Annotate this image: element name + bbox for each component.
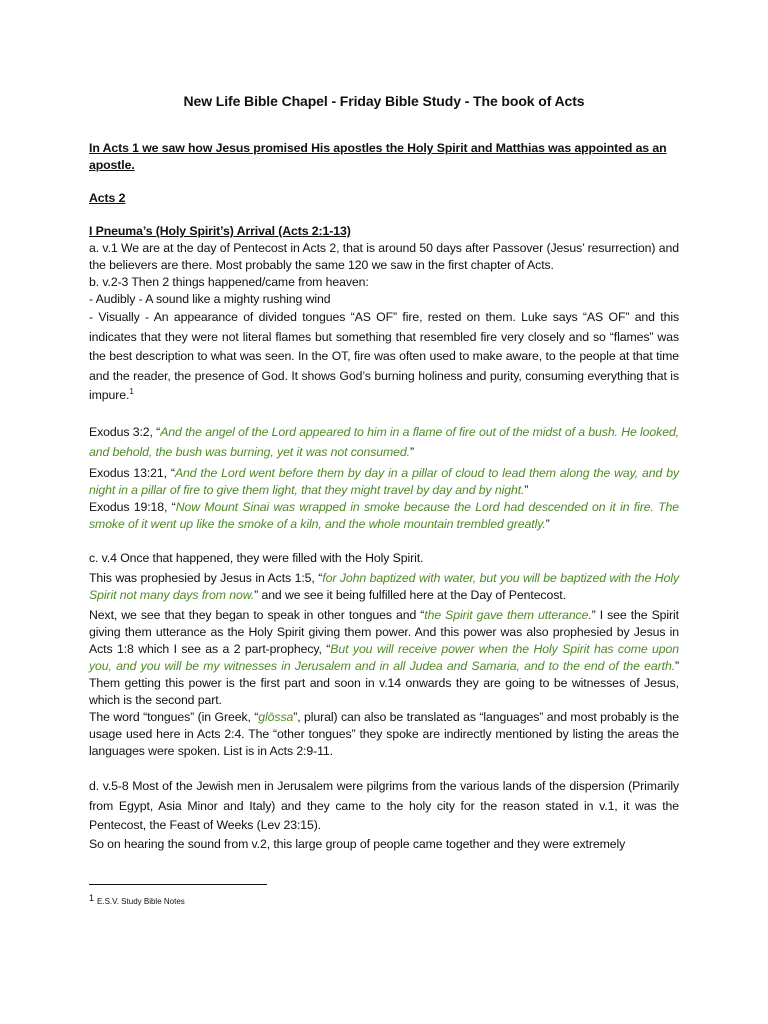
footnote-number: 1 xyxy=(89,893,95,903)
document-title: New Life Bible Chapel - Friday Bible Study - The book of Acts xyxy=(183,93,585,109)
exodus-3-2 xyxy=(89,423,679,462)
word-pre: The word “tongues” (in Greek, “ xyxy=(89,710,259,725)
exodus-19-18-quote: Now Mount Sinai was wrapped in smoke because the Lord had descended on it in fire. The smoke of it went up like the smoke of a kiln, and the whole mountain trembled greatly. xyxy=(89,500,680,532)
greek-word: glōssa xyxy=(258,710,294,725)
exodus-13-21 xyxy=(89,465,679,499)
exodus-19-18-close: ” xyxy=(545,517,550,532)
exodus-13-21-quote: And the Lord went before them by day in a pillar of cloud to lead them along the way, and by night in a pillar of fire to give them light, that they might travel by day and by night. xyxy=(89,466,679,498)
exodus-3-2-close: ” xyxy=(409,444,414,459)
footnote-reference: 1 xyxy=(129,387,134,397)
acts-1-5-quote: for John baptized with water, but you will be baptized with the Holy Spirit not many days from now. xyxy=(89,571,679,603)
next-mid: ” I see the Spirit giving them utterance as the Holy Spirit giving them power. And this power was also prophesied by Jesus in Acts 1:8 which I see as a 2 part-prophecy, “ xyxy=(89,608,679,657)
paragraph-a: a. v.1 We are at the day of Pentecost in Acts 2, that is around 50 days after Passover (Jesus’ resurrection) and the believers are there. Most probably the same 120 we saw in the first chapter of Acts. xyxy=(89,241,679,272)
exodus-13-21-close: ” xyxy=(524,483,529,498)
chapter-heading: Acts 2 xyxy=(89,191,126,205)
spirit-utterance-quote: the Spirit gave them utterance. xyxy=(424,608,592,623)
paragraph-d: d. v.5-8 Most of the Jewish men in Jerusalem were pilgrims from the various lands of the dispersion (Primarily from Egypt, Asia Minor and Italy) and they came to the holy city for the reason stated in v.1, it was the Pentecost, the Feast of Weeks (Lev 23:15). xyxy=(89,779,679,833)
exodus-13-21-ref: Exodus 13:21, “ xyxy=(89,466,175,481)
exodus-19-18 xyxy=(89,499,679,533)
paragraph-c-prophesied xyxy=(89,570,679,604)
paragraph-c: c. v.4 Once that happened, they were filled with the Holy Spirit. xyxy=(89,551,424,566)
footnote-text: E.S.V. Study Bible Notes xyxy=(97,897,185,906)
bullet-visually-text: - Visually - An appearance of divided tongues “AS OF” fire, rested on them. Luke says “AS OF” and this indicates that they were not literal flames but something that resembled fire very closely and so “flames” was the best description to what was seen. In the OT, fire was often used to make aware, to the people at that time and the reader, the presence of God. It shows God’s burning holiness and purity, consuming everything that is impure. xyxy=(89,310,679,403)
exodus-3-2-ref: Exodus 3:2, “ xyxy=(89,424,161,439)
section-heading: I Pneuma’s (Holy Spirit’s) Arrival (Acts 2:1-13) xyxy=(89,224,351,238)
prophesied-post: ” and we see it being fulfilled here at the Day of Pentecost. xyxy=(254,588,566,603)
footnote-divider xyxy=(89,884,267,885)
bullet-visually xyxy=(89,308,679,406)
prophesied-pre: This was prophesied by Jesus in Acts 1:5, “ xyxy=(89,571,323,586)
document-body xyxy=(89,92,679,853)
paragraph-so: So on hearing the sound from v.2, this large group of people came together and they were extremely xyxy=(89,836,626,851)
paragraph-b: b. v.2-3 Then 2 things happened/came from heaven: xyxy=(89,275,369,289)
paragraph-c-next xyxy=(89,607,679,709)
word-post: ”, plural) can also be translated as “languages” and most probably is the usage used here in Acts 2:4. The “other tongues” they spoke are indirectly mentioned by listing the areas the languages were spoken. List is in Acts 2:9-11. xyxy=(89,710,679,759)
next-post: ” Them getting this power is the first part and soon in v.14 onwards they are going to be witnesses of Jesus, which is the second part. xyxy=(89,659,679,708)
intro-summary: In Acts 1 we saw how Jesus promised His apostles the Holy Spirit and Matthias was appointed as an apostle. xyxy=(89,141,667,172)
footnote xyxy=(89,892,185,908)
exodus-3-2-quote: And the angel of the Lord appeared to him in a flame of fire out of the midst of a bush. He looked, and behold, the bush was burning, yet it was not consumed. xyxy=(89,424,680,459)
next-pre: Next, we see that they began to speak in other tongues and “ xyxy=(89,608,425,623)
exodus-19-18-ref: Exodus 19:18, “ xyxy=(89,500,176,515)
acts-1-8-quote: But you will receive power when the Holy Spirit has come upon you, and you will be my witnesses in Jerusalem and in all Judea and Samaria, and to the end of the earth. xyxy=(89,642,679,674)
bullet-audibly: - Audibly - A sound like a mighty rushing wind xyxy=(89,292,331,306)
paragraph-c-word xyxy=(89,709,679,760)
